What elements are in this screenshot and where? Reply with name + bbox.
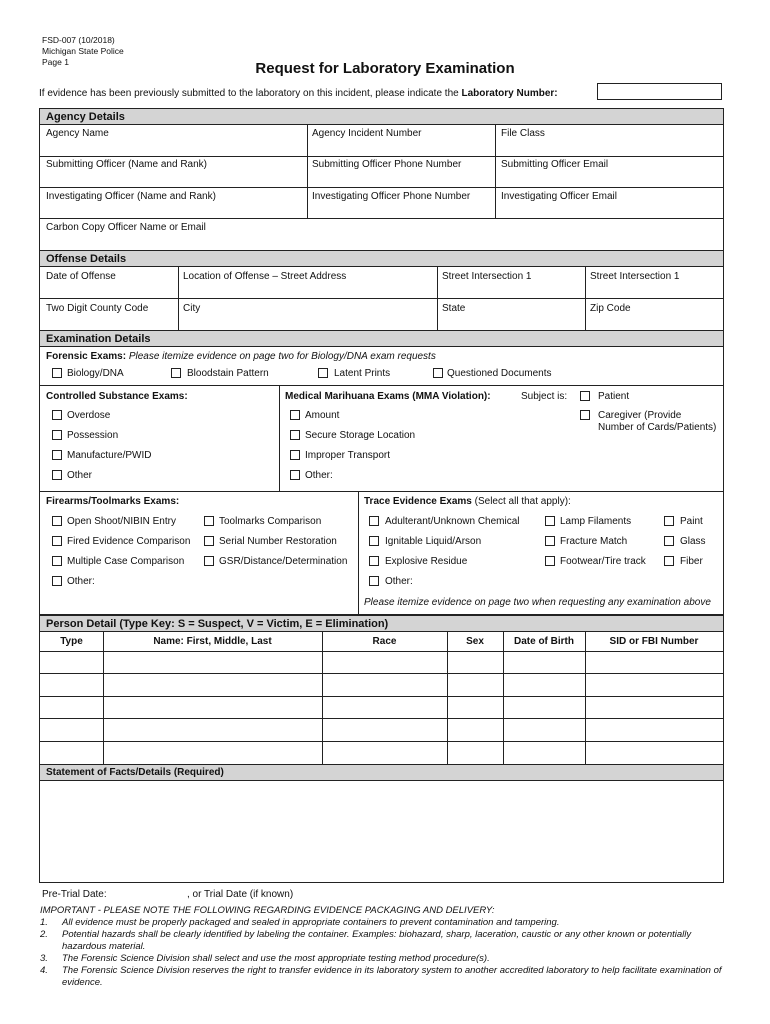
col-dob: Date of Birth: [514, 636, 574, 647]
paint-checkbox[interactable]: [664, 516, 674, 526]
toolmarks-comparison-checkbox[interactable]: [204, 516, 214, 526]
toolmarks-comparison-label: Toolmarks Comparison: [219, 516, 322, 527]
controlled-substance-heading: Controlled Substance Exams:: [46, 391, 188, 402]
col-race: Race: [372, 636, 397, 647]
questioned-documents-label: Questioned Documents: [447, 368, 552, 379]
manufacture-pwid-checkbox[interactable]: [52, 450, 62, 460]
fired-evidence-label: Fired Evidence Comparison: [67, 536, 191, 547]
gsr-distance-label: GSR/Distance/Determination: [219, 556, 348, 567]
lamp-filaments-label: Lamp Filaments: [560, 516, 632, 527]
fired-evidence-checkbox[interactable]: [52, 536, 62, 546]
offense-details-heading: Offense Details: [40, 251, 723, 267]
street-intersection-2-field[interactable]: Street Intersection 1: [590, 271, 680, 282]
caregiver-label: Caregiver (Provide: [598, 410, 682, 421]
pretrial-date-input[interactable]: [115, 886, 185, 899]
lab-number-label: Laboratory Number:: [461, 88, 558, 99]
col-sex: Sex: [466, 636, 484, 647]
footwear-tire-label: Footwear/Tire track: [560, 556, 646, 567]
mma-amount-checkbox[interactable]: [290, 410, 300, 420]
ignitable-liquid-label: Ignitable Liquid/Arson: [385, 536, 482, 547]
forensic-exams-line: [46, 351, 436, 362]
serial-number-checkbox[interactable]: [204, 536, 214, 546]
statement-textarea[interactable]: [40, 782, 723, 882]
col-name: Name: First, Middle, Last: [153, 636, 272, 647]
secure-storage-label: Secure Storage Location: [305, 430, 416, 441]
important-note: IMPORTANT - PLEASE NOTE THE FOLLOWING REGARDING EVIDENCE PACKAGING AND DELIVERY:: [40, 905, 495, 916]
note-num-3: 3.: [40, 953, 48, 964]
multiple-case-checkbox[interactable]: [52, 556, 62, 566]
intro-prefix: If evidence has been previously submitted to the laboratory on this incident, please indicate the: [39, 88, 459, 99]
firearms-other-checkbox[interactable]: [52, 576, 62, 586]
fracture-match-checkbox[interactable]: [545, 536, 555, 546]
investigating-officer-field[interactable]: Investigating Officer (Name and Rank): [46, 191, 216, 202]
serial-number-label: Serial Number Restoration: [219, 536, 337, 547]
col-type: Type: [60, 636, 83, 647]
examination-details-heading: Examination Details: [40, 331, 723, 347]
intro-text: [39, 88, 558, 99]
file-class-field[interactable]: File Class: [501, 128, 545, 139]
submitting-officer-phone-field[interactable]: Submitting Officer Phone Number: [312, 159, 462, 170]
itemize-note: Please itemize evidence on page two when requesting any examination above: [364, 597, 711, 608]
bloodstain-pattern-checkbox[interactable]: [171, 368, 181, 378]
multiple-case-label: Multiple Case Comparison: [67, 556, 185, 567]
biology-dna-label: Biology/DNA: [67, 368, 124, 379]
caregiver-checkbox[interactable]: [580, 410, 590, 420]
fiber-checkbox[interactable]: [664, 556, 674, 566]
investigating-officer-email-field[interactable]: Investigating Officer Email: [501, 191, 617, 202]
footwear-tire-checkbox[interactable]: [545, 556, 555, 566]
page-title: Request for Laboratory Examination: [255, 60, 515, 77]
improper-transport-label: Improper Transport: [305, 450, 391, 461]
ignitable-liquid-checkbox[interactable]: [369, 536, 379, 546]
open-shoot-nibin-label: Open Shoot/NIBIN Entry: [67, 516, 176, 527]
trace-other-label: Other:: [385, 576, 413, 587]
lamp-filaments-checkbox[interactable]: [545, 516, 555, 526]
questioned-documents-checkbox[interactable]: [433, 368, 443, 378]
controlled-other-label: Other: [67, 470, 93, 481]
mma-amount-label: Amount: [305, 410, 340, 421]
submitting-officer-field[interactable]: Submitting Officer (Name and Rank): [46, 159, 207, 170]
county-code-field[interactable]: Two Digit County Code: [46, 303, 149, 314]
firearms-heading: Firearms/Toolmarks Exams:: [46, 496, 180, 507]
agency-name-field[interactable]: Agency Name: [46, 128, 109, 139]
fracture-match-label: Fracture Match: [560, 536, 628, 547]
latent-prints-checkbox[interactable]: [318, 368, 328, 378]
pretrial-date-label: Pre-Trial Date:: [42, 889, 107, 900]
offense-street-address-field[interactable]: Location of Offense – Street Address: [183, 271, 347, 282]
patient-checkbox[interactable]: [580, 391, 590, 401]
possession-label: Possession: [67, 430, 119, 441]
overdose-label: Overdose: [67, 410, 111, 421]
col-sid-fbi: SID or FBI Number: [609, 636, 699, 647]
forensic-exams-note: Please itemize evidence on page two for Biology/DNA exam requests: [128, 351, 436, 362]
note-text-2: Potential hazards shall be clearly identified by labeling the container. Examples: biohazard, sharp, laceration, caustic or any other known or potentially hazardous material.: [62, 929, 692, 952]
note-num-1: 1.: [40, 917, 48, 928]
biology-dna-checkbox[interactable]: [52, 368, 62, 378]
improper-transport-checkbox[interactable]: [290, 450, 300, 460]
explosive-residue-label: Explosive Residue: [385, 556, 468, 567]
date-of-offense-field[interactable]: Date of Offense: [46, 271, 116, 282]
mma-other-label: Other:: [305, 470, 333, 481]
page-number: Page 1: [42, 57, 69, 67]
firearms-other-label: Other:: [67, 576, 95, 587]
forensic-exams-label: Forensic Exams:: [46, 351, 127, 362]
trace-heading-line: [364, 496, 571, 507]
secure-storage-checkbox[interactable]: [290, 430, 300, 440]
adulterant-label: Adulterant/Unknown Chemical: [385, 516, 520, 527]
agency-details-heading: Agency Details: [40, 109, 723, 125]
note-text-1: All evidence must be properly packaged and sealed in appropriate containers to prevent contamination and tampering.: [62, 917, 560, 928]
trace-subheading: (Select all that apply):: [474, 496, 571, 507]
gsr-distance-checkbox[interactable]: [204, 556, 214, 566]
latent-prints-label: Latent Prints: [334, 368, 391, 379]
person-detail-heading: Person Detail (Type Key: S = Suspect, V = Victim, E = Elimination): [40, 616, 723, 632]
state-field[interactable]: State: [442, 303, 466, 314]
glass-label: Glass: [680, 536, 706, 547]
agency-incident-number-field[interactable]: Agency Incident Number: [312, 128, 422, 139]
note-text-4: The Forensic Science Division reserves the right to transfer evidence in its laboratory system to another accredited laboratory to help facilitate examination of evidence.: [62, 965, 722, 988]
mma-other-checkbox[interactable]: [290, 470, 300, 480]
carbon-copy-officer-field[interactable]: Carbon Copy Officer Name or Email: [46, 222, 206, 233]
manufacture-pwid-label: Manufacture/PWID: [67, 450, 152, 461]
note-num-4: 4.: [40, 965, 48, 976]
trial-date-label: , or Trial Date (if known): [187, 889, 294, 900]
note-num-2: 2.: [40, 929, 48, 940]
statement-heading: Statement of Facts/Details (Required): [40, 765, 723, 781]
city-field[interactable]: City: [183, 303, 201, 314]
caregiver-label-cont: Number of Cards/Patients): [598, 422, 717, 433]
lab-number-input[interactable]: [597, 83, 722, 100]
subject-is-label: Subject is:: [521, 391, 568, 402]
street-intersection-1-field[interactable]: Street Intersection 1: [442, 271, 532, 282]
agency-name-header: Michigan State Police: [42, 46, 124, 56]
submitting-officer-email-field[interactable]: Submitting Officer Email: [501, 159, 609, 170]
possession-checkbox[interactable]: [52, 430, 62, 440]
glass-checkbox[interactable]: [664, 536, 674, 546]
patient-label: Patient: [598, 391, 630, 402]
investigating-officer-phone-field[interactable]: Investigating Officer Phone Number: [312, 191, 471, 202]
overdose-checkbox[interactable]: [52, 410, 62, 420]
bloodstain-pattern-label: Bloodstain Pattern: [187, 368, 269, 379]
form-id: FSD-007 (10/2018): [42, 35, 115, 45]
zip-code-field[interactable]: Zip Code: [590, 303, 631, 314]
mma-heading: Medical Marihuana Exams (MMA Violation):: [285, 391, 491, 402]
trace-heading: Trace Evidence Exams: [364, 496, 472, 507]
paint-label: Paint: [680, 516, 703, 527]
note-text-3: The Forensic Science Division shall select and use the most appropriate testing method procedure(s).: [62, 953, 490, 964]
explosive-residue-checkbox[interactable]: [369, 556, 379, 566]
open-shoot-nibin-checkbox[interactable]: [52, 516, 62, 526]
trace-other-checkbox[interactable]: [369, 576, 379, 586]
controlled-other-checkbox[interactable]: [52, 470, 62, 480]
fiber-label: Fiber: [680, 556, 703, 567]
adulterant-checkbox[interactable]: [369, 516, 379, 526]
